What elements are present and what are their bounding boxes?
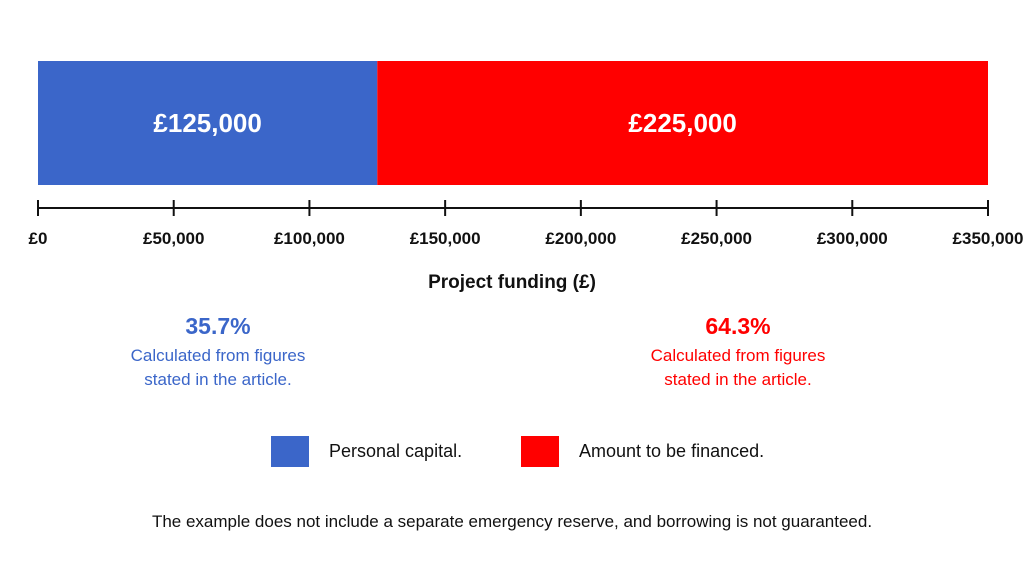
legend-item-financed xyxy=(521,436,764,467)
annotation-personal xyxy=(98,313,338,392)
x-tick-label-4: £200,000 xyxy=(545,229,617,248)
x-tick-label-6: £300,000 xyxy=(816,229,888,248)
legend-label-financed: Amount to be financed. xyxy=(579,441,765,461)
footnote: The example does not include a separate emergency reserve, and borrowing is not guaranteed. xyxy=(151,512,873,531)
x-tick-label-0: £0 xyxy=(28,229,48,248)
legend-label-personal: Personal capital. xyxy=(329,441,463,461)
x-tick-label-3: £150,000 xyxy=(409,229,481,248)
bar-label-1: £225,000 xyxy=(628,108,737,138)
x-tick-label-5: £250,000 xyxy=(681,229,753,248)
annotation-financed-percent: 64.3% xyxy=(705,313,771,339)
annotation-financed-line2: stated in the article. xyxy=(664,370,812,389)
annotation-personal-percent: 35.7% xyxy=(185,313,251,339)
x-tick-label-7: £350,000 xyxy=(952,229,1024,248)
legend-item-personal xyxy=(271,436,462,467)
bar-label-0: £125,000 xyxy=(153,108,262,138)
annotation-personal-line1: Calculated from figures xyxy=(130,346,306,365)
annotation-personal-line2: stated in the article. xyxy=(144,370,292,389)
x-tick-label-2: £100,000 xyxy=(273,229,345,248)
x-tick-label-1: £50,000 xyxy=(142,229,205,248)
legend-swatch-personal xyxy=(271,436,309,467)
x-axis-title: Project funding (£) xyxy=(428,272,596,293)
legend-swatch-financed xyxy=(521,436,559,467)
annotation-financed xyxy=(618,313,858,392)
annotation-financed-line1: Calculated from figures xyxy=(650,346,826,365)
